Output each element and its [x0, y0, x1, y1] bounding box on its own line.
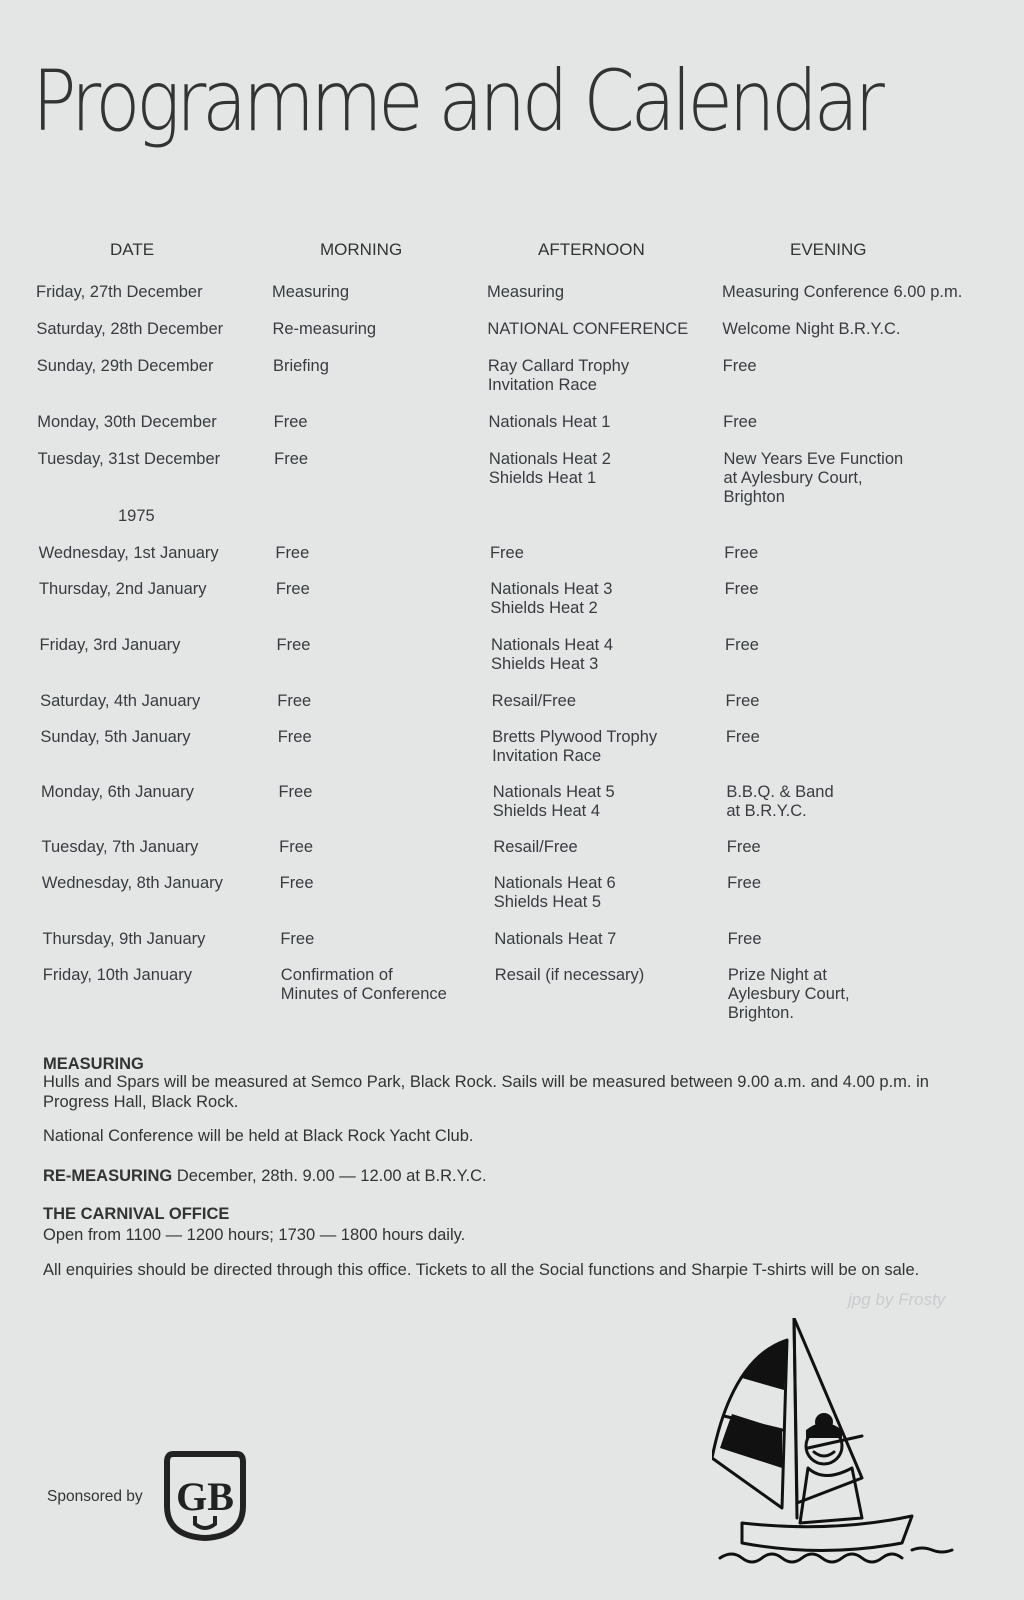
row-1-afternoon: Measuring — [487, 283, 565, 301]
sailboat-illustration — [712, 1318, 962, 1580]
row-14-evening: Free — [727, 930, 762, 948]
row-5-evening: New Years Eve Function at Aylesbury Court, Brighton — [723, 450, 904, 506]
row-9-evening: Free — [725, 692, 760, 710]
row-10-date: Sunday, 5th January — [40, 728, 191, 746]
row-4-morning: Free — [273, 413, 308, 431]
row-7-morning: Free — [275, 580, 310, 598]
row-8-afternoon: Nationals Heat 4 Shields Heat 3 — [491, 636, 614, 673]
row-3-date: Sunday, 29th December — [36, 357, 214, 375]
measuring-text: Hulls and Spars will be measured at Semco Park, Black Rock. Sails will be measured between 9.00 a.m. and 4.00 p.m. in Progress Hall, Black Rock. — [43, 1073, 929, 1111]
row-7-afternoon: Nationals Heat 3 Shields Heat 2 — [490, 580, 613, 617]
row-11-afternoon: Nationals Heat 5 Shields Heat 4 — [492, 783, 615, 820]
row-3-afternoon: Ray Callard Trophy Invitation Race — [487, 357, 630, 394]
conference-text: National Conference will be held at Black Rock Yacht Club. — [43, 1127, 474, 1145]
remeasuring-heading: RE-MEASURING — [43, 1167, 173, 1185]
row-7-date: Thursday, 2nd January — [38, 580, 207, 598]
row-8-evening: Free — [725, 636, 759, 654]
row-2-morning: Re-measuring — [272, 320, 377, 338]
row-9-afternoon: Resail/Free — [491, 692, 577, 710]
carnival-text: Open from 1100 — 1200 hours; 1730 — 1800 hours daily. — [43, 1226, 466, 1244]
row-2-date: Saturday, 28th December — [36, 320, 224, 338]
row-3-evening: Free — [722, 357, 757, 375]
sponsor-logo — [163, 1448, 247, 1542]
row-9-morning: Free — [277, 692, 312, 710]
remeasuring-text: December, 28th. 9.00 — 12.00 at B.R.Y.C. — [176, 1167, 487, 1185]
row-14-morning: Free — [280, 930, 315, 948]
morning-column-header: MORNING — [320, 240, 403, 259]
row-6-evening: Free — [724, 544, 759, 562]
row-7-evening: Free — [724, 580, 759, 598]
row-6-afternoon: Free — [489, 544, 524, 562]
svg-text:GB: GB — [176, 1474, 234, 1519]
row-14-date: Thursday, 9th January — [42, 930, 206, 948]
measuring-section — [43, 1054, 943, 1074]
row-3-morning: Briefing — [272, 357, 329, 375]
credit-watermark: jpg by Frosty — [848, 1290, 946, 1309]
row-10-morning: Free — [277, 728, 312, 746]
row-14-afternoon: Nationals Heat 7 — [494, 930, 617, 948]
row-15-morning: Confirmation of Minutes of Conference — [280, 966, 447, 1003]
row-10-afternoon: Bretts Plywood Trophy Invitation Race — [492, 728, 658, 765]
row-15-afternoon: Resail (if necessary) — [494, 966, 645, 984]
row-4-evening: Free — [723, 413, 758, 431]
row-9-date: Saturday, 4th January — [40, 692, 201, 710]
row-1-date: Friday, 27th December — [36, 283, 203, 301]
evening-column-header: EVENING — [790, 240, 867, 259]
page-title: Programme and Calendar — [32, 52, 881, 150]
row-12-morning: Free — [279, 838, 314, 856]
row-12-afternoon: Resail/Free — [493, 838, 578, 856]
row-11-evening: B.B.Q. & Band at B.R.Y.C. — [726, 783, 834, 820]
carnival-heading: THE CARNIVAL OFFICE — [43, 1205, 230, 1223]
year-label: 1975 — [118, 507, 155, 525]
row-4-date: Monday, 30th December — [37, 413, 217, 431]
row-5-afternoon: Nationals Heat 2 Shields Heat 1 — [488, 450, 611, 487]
row-13-date: Wednesday, 8th January — [41, 874, 223, 892]
row-11-date: Monday, 6th January — [40, 783, 194, 801]
remeasuring-section — [43, 1166, 943, 1186]
afternoon-column-header: AFTERNOON — [538, 240, 645, 259]
row-6-morning: Free — [275, 544, 310, 562]
row-5-date: Tuesday, 31st December — [37, 450, 221, 468]
row-13-morning: Free — [279, 874, 314, 892]
row-13-evening: Free — [727, 874, 762, 892]
carnival-section — [43, 1204, 943, 1224]
row-15-date: Friday, 10th January — [42, 966, 192, 984]
row-6-date: Wednesday, 1st January — [38, 544, 219, 562]
row-8-morning: Free — [276, 636, 311, 654]
row-13-afternoon: Nationals Heat 6 Shields Heat 5 — [493, 874, 616, 911]
row-4-afternoon: Nationals Heat 1 — [488, 413, 611, 431]
row-15-evening: Prize Night at Aylesbury Court, Brighton. — [727, 966, 850, 1022]
row-8-date: Friday, 3rd January — [39, 636, 181, 654]
row-12-date: Tuesday, 7th January — [41, 838, 199, 856]
measuring-heading: MEASURING — [43, 1055, 144, 1073]
row-12-evening: Free — [726, 838, 761, 856]
date-column-header: DATE — [110, 240, 155, 259]
row-11-morning: Free — [278, 783, 313, 801]
row-2-evening: Welcome Night B.R.Y.C. — [722, 320, 901, 338]
row-10-evening: Free — [725, 728, 760, 746]
row-1-morning: Measuring — [272, 283, 350, 301]
row-5-morning: Free — [274, 450, 309, 468]
enquiries-text: All enquiries should be directed through this office. Tickets to all the Social functions and Sharpie T-shirts will be on sale. — [43, 1261, 920, 1279]
row-1-evening: Measuring Conference 6.00 p.m. — [722, 283, 963, 301]
sponsor-label: Sponsored by — [47, 1488, 143, 1505]
row-2-afternoon: NATIONAL CONFERENCE — [487, 320, 689, 338]
